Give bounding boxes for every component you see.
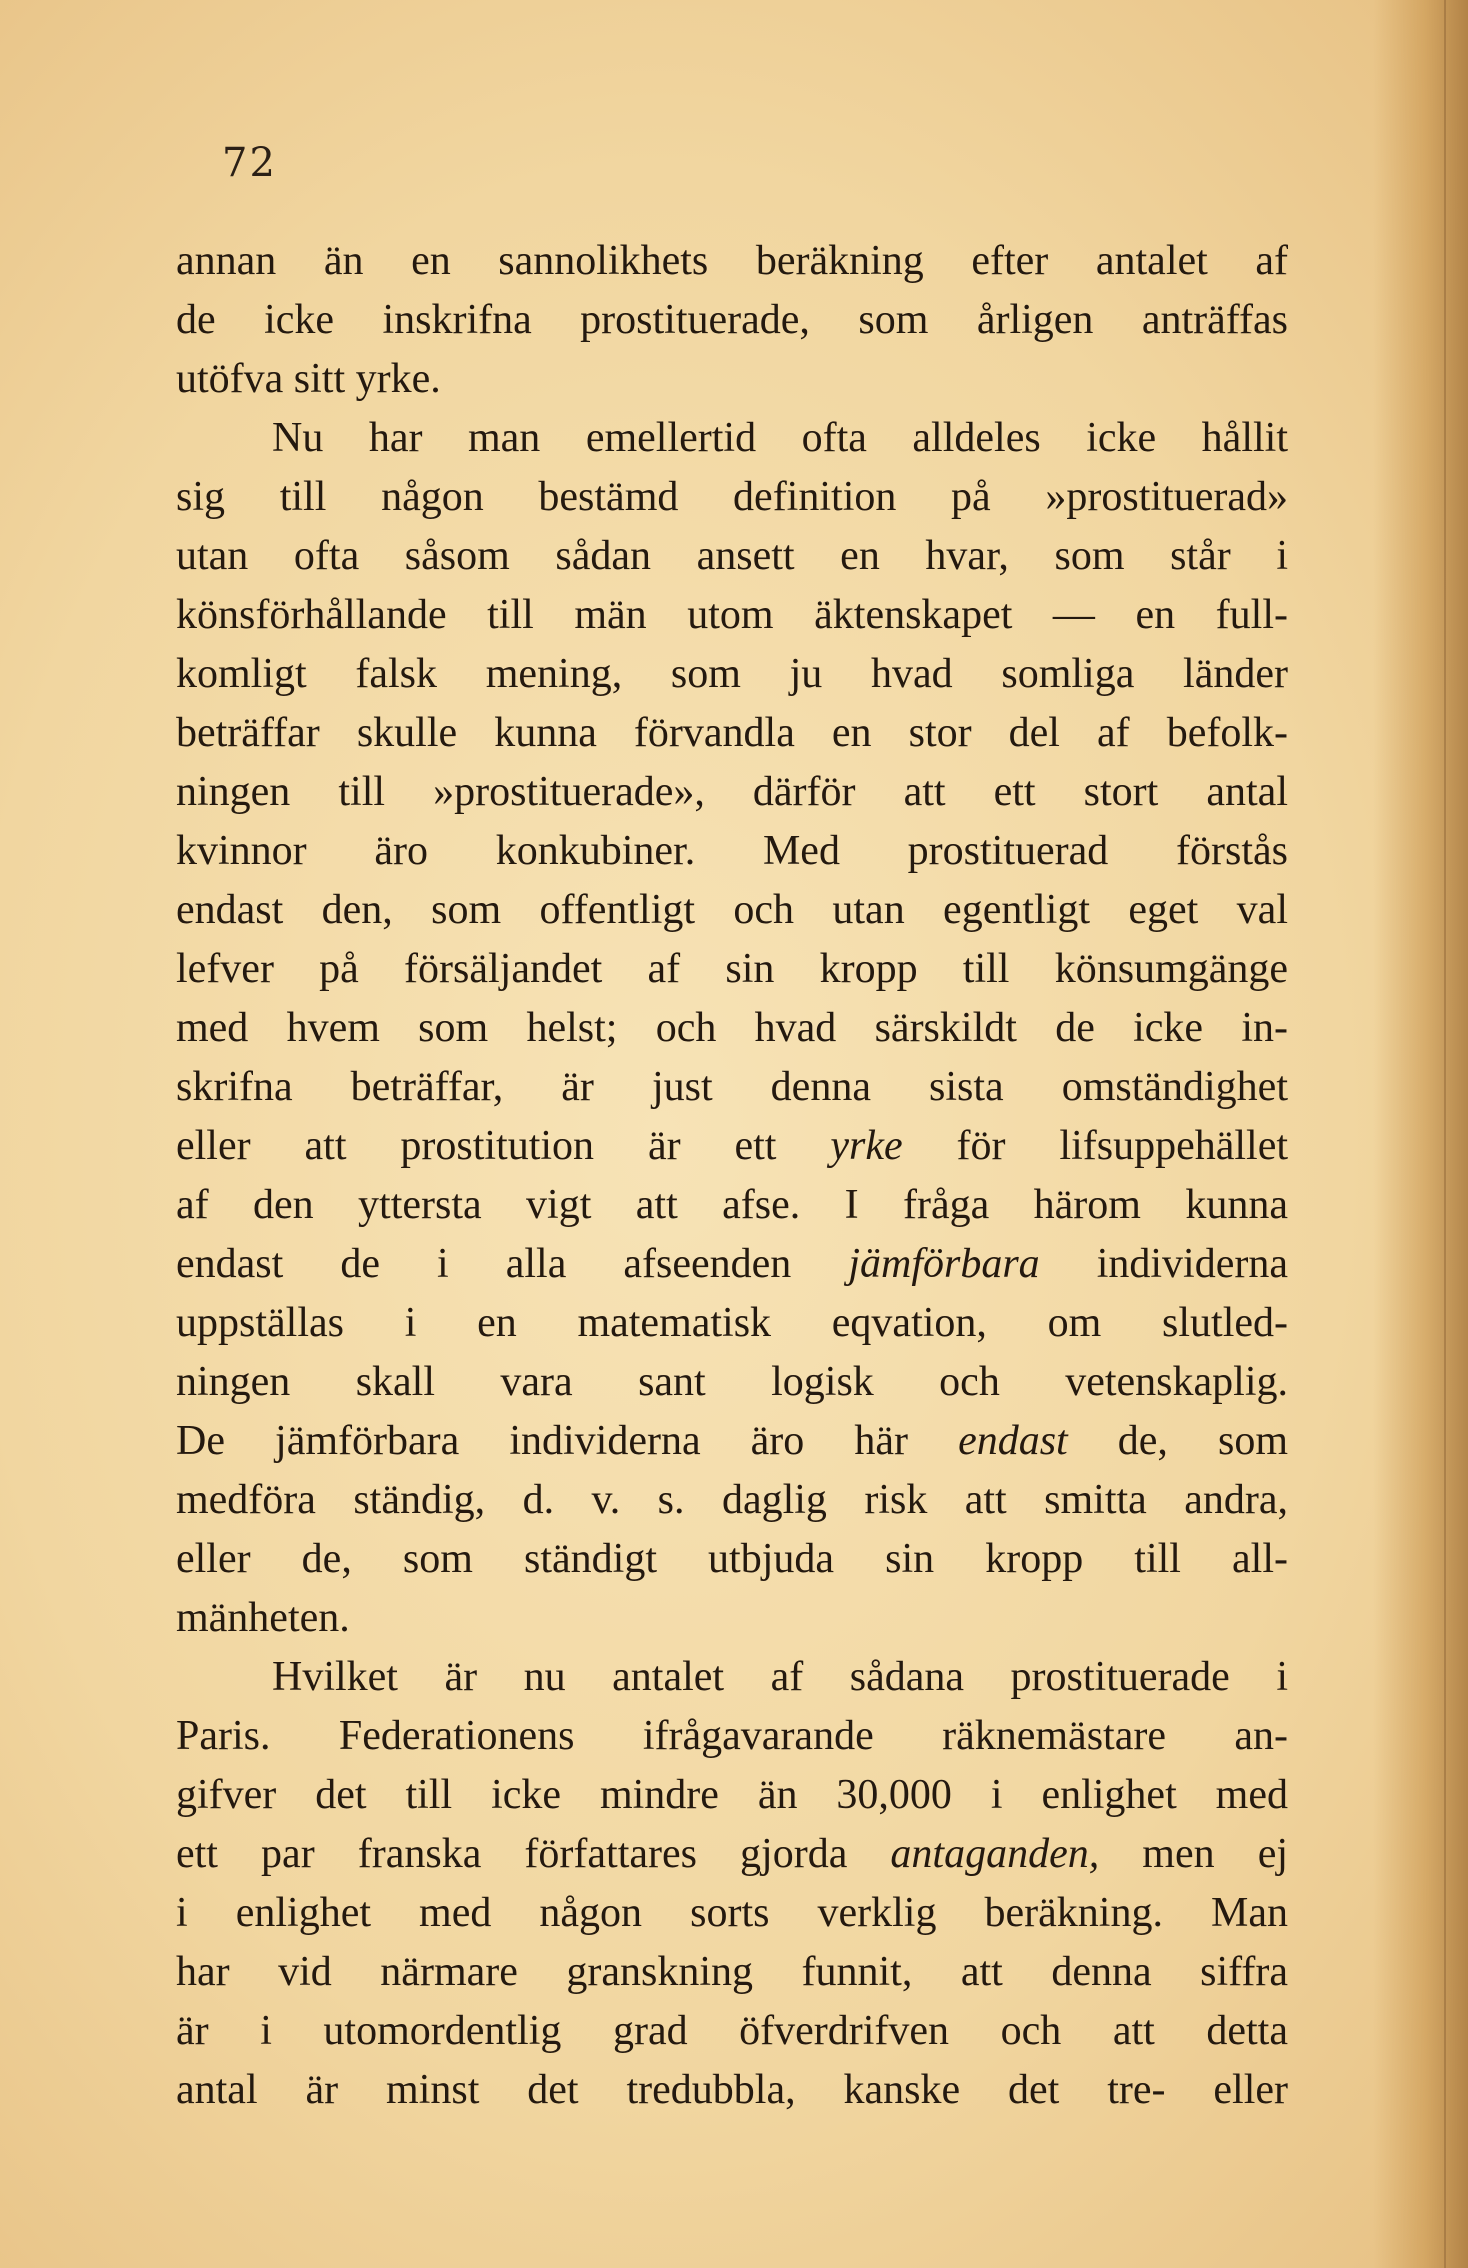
text-line: ningen till »prostituerade», därför att ett stort antal — [176, 769, 1288, 815]
text-line: utan ofta såsom sådan ansett en hvar, som står i — [176, 533, 1288, 579]
text-line: är i utomordentlig grad öfverdrifven och att detta — [176, 2008, 1288, 2054]
text-line: sig till någon bestämd definition på »prostituerad» — [176, 474, 1288, 520]
page-edge-shadow — [1373, 0, 1468, 2268]
text-segment: endast de i alla afseenden — [176, 1241, 849, 1287]
text-segment: ett par franska författares gjorda — [176, 1831, 891, 1877]
text-segment: individerna — [1039, 1241, 1288, 1287]
text-line: har vid närmare granskning funnit, att denna siffra — [176, 1949, 1288, 1995]
text-line: endast den, som offentligt och utan egentligt eget val — [176, 887, 1288, 933]
text-line: med hvem som helst; och hvad särskildt de icke in- — [176, 1005, 1288, 1051]
text-segment: för lifsuppehället — [902, 1123, 1289, 1169]
page-number: 72 — [222, 140, 277, 186]
text-line: mänheten. — [176, 1595, 350, 1641]
text-segment: De jämförbara individerna äro här — [176, 1418, 959, 1464]
text-line: komligt falsk mening, som ju hvad somliga länder — [176, 651, 1288, 697]
text-line: gifver det till icke mindre än 30,000 i enlighet med — [176, 1772, 1288, 1818]
text-line: i enlighet med någon sorts verklig beräkning. Man — [176, 1890, 1288, 1936]
text-line: ningen skall vara sant logisk och vetenskaplig. — [176, 1359, 1288, 1405]
text-line: uppställas i en matematisk eqvation, om slutled- — [176, 1300, 1288, 1346]
body-text — [176, 232, 1288, 2120]
italic-word: jämförbara — [848, 1241, 1040, 1287]
text-line: beträffar skulle kunna förvandla en stor del af befolk- — [176, 710, 1288, 756]
italic-word: antaganden, — [890, 1831, 1100, 1877]
text-segment: de, som — [1067, 1418, 1289, 1464]
text-segment: eller att prostitution är ett — [176, 1123, 831, 1169]
text-line: utöfva sitt yrke. — [176, 356, 441, 402]
text-line: könsförhållande till män utom äktenskapet — en full- — [176, 592, 1288, 638]
text-line: skrifna beträffar, är just denna sista omständighet — [176, 1064, 1288, 1110]
text-line: Hvilket är nu antalet af sådana prostituerade i — [272, 1654, 1288, 1700]
text-line — [176, 1117, 1288, 1176]
text-line: Paris. Federationens ifrågavarande räknemästare an- — [176, 1713, 1288, 1759]
text-line: kvinnor äro konkubiner. Med prostituerad förstås — [176, 828, 1288, 874]
text-line: af den yttersta vigt att afse. I fråga härom kunna — [176, 1182, 1288, 1228]
text-line: medföra ständig, d. v. s. daglig risk att smitta andra, — [176, 1477, 1288, 1523]
text-segment: men ej — [1099, 1831, 1288, 1877]
text-line: antal är minst det tredubbla, kanske det tre- eller — [176, 2067, 1288, 2113]
italic-word: endast — [958, 1418, 1068, 1464]
text-line — [176, 1235, 1288, 1294]
text-line: lefver på försäljandet af sin kropp till könsumgänge — [176, 946, 1288, 992]
italic-word: yrke — [830, 1123, 903, 1169]
page-edge-line — [1444, 0, 1446, 2268]
text-line: eller de, som ständigt utbjuda sin kropp till all- — [176, 1536, 1288, 1582]
text-line — [176, 1825, 1288, 1884]
text-line — [176, 1412, 1288, 1471]
text-line: Nu har man emellertid ofta alldeles icke hållit — [272, 415, 1288, 461]
text-line: de icke inskrifna prostituerade, som årligen anträffas — [176, 297, 1288, 343]
text-line: annan än en sannolikhets beräkning efter antalet af — [176, 238, 1288, 284]
